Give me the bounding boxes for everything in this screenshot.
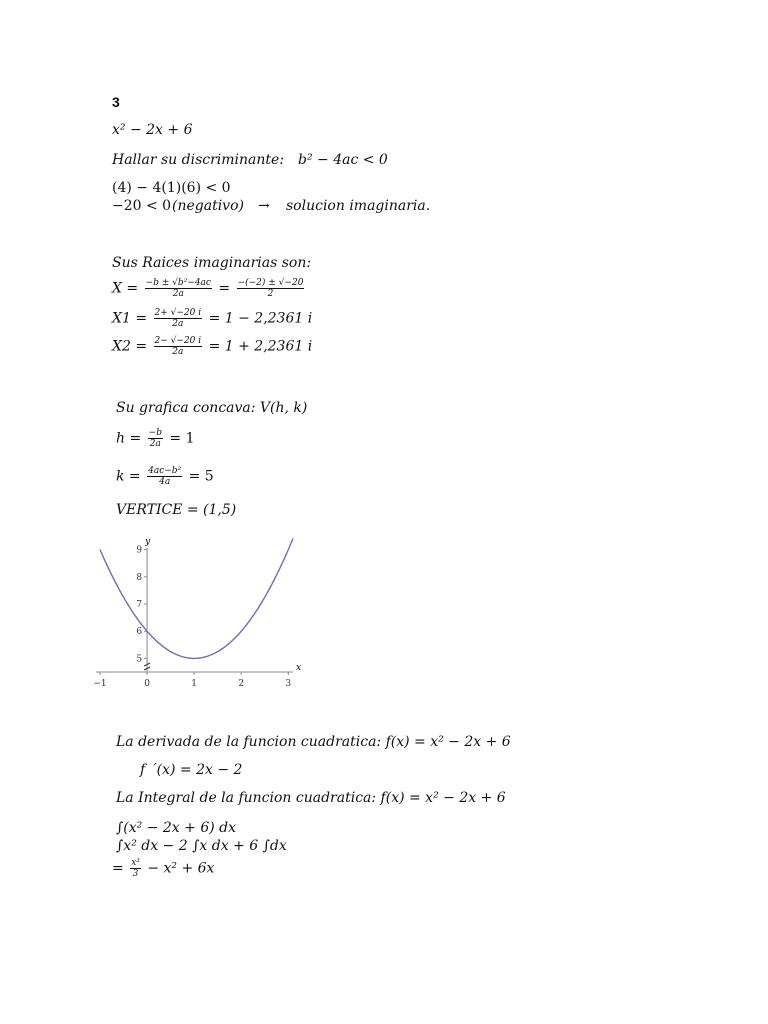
x-tick-label: 2 <box>238 679 245 689</box>
y-axis-label: y <box>145 537 151 547</box>
root-x2 <box>112 336 312 357</box>
y-tick-label: 6 <box>136 627 143 638</box>
roots-heading: Sus Raices imaginarias son: <box>112 255 312 271</box>
root-x2-value: = 1 + 2,2361 i <box>208 338 313 355</box>
roots-x-lhs: X = <box>112 280 139 297</box>
discriminant-note: (negativo) <box>172 198 244 214</box>
arrow-icon: → <box>258 198 270 214</box>
vertex-k-den: 4a <box>159 477 171 487</box>
x-axis-label: x <box>296 663 302 673</box>
x-tick-label: 0 <box>144 679 150 689</box>
vertex-k <box>116 466 214 487</box>
vertice: VERTICE = (1,5) <box>116 502 237 518</box>
vertex-h-lhs: h = <box>116 430 142 447</box>
problem-number: 3 <box>112 94 120 110</box>
root-x1-value: = 1 − 2,2361 i <box>208 310 313 327</box>
roots-x-eq: = <box>218 280 231 297</box>
y-tick-label: 8 <box>136 572 143 583</box>
integral-line3-eq: = <box>112 860 124 877</box>
discriminant-conclusion: solucion imaginaria. <box>286 198 431 214</box>
root-x2-lhs: X2 = <box>112 338 148 355</box>
chart-axes <box>96 545 293 672</box>
integral-heading: La Integral de la funcion cuadratica: f(x) = x² − 2x + 6 <box>116 790 506 806</box>
vertex-k-lhs: k = <box>116 468 141 485</box>
roots-frac2-den: 2 <box>267 289 274 299</box>
vertex-h-den: 2a <box>149 439 161 449</box>
x-tick-label: −1 <box>93 679 107 689</box>
parabola-curve <box>100 538 293 658</box>
integral-line1: ∫(x² − 2x + 6) dx <box>116 820 237 836</box>
y-tick-label: 5 <box>136 654 143 665</box>
roots-frac1-den: 2a <box>172 289 184 299</box>
vertex-h <box>116 428 195 449</box>
root-x1-num: 2+ √−20 i <box>154 308 202 318</box>
discriminant-substitution: (4) − 4(1)(6) < 0 <box>112 180 231 196</box>
root-x1-den: 2a <box>172 319 184 329</box>
integral-line3-rest: − x² + 6x <box>147 860 215 877</box>
vertex-h-num: −b <box>148 428 162 438</box>
root-x2-num: 2− √−20 i <box>154 336 202 346</box>
integral-line3 <box>112 858 214 879</box>
x-tick-label: 3 <box>285 679 292 689</box>
vertex-h-value: = 1 <box>169 430 195 447</box>
discriminant-label: Hallar su discriminante: <box>112 152 285 168</box>
roots-frac1-num: −b ± √b²−4ac <box>145 278 211 288</box>
derivative-heading: La derivada de la funcion cuadratica: f(x) = x² − 2x + 6 <box>116 734 511 750</box>
root-x1-lhs: X1 = <box>112 310 148 327</box>
x-tick-label: 1 <box>191 679 198 689</box>
integral-line3-den: 3 <box>132 869 139 879</box>
discriminant-expr: b² − 4ac < 0 <box>298 152 388 168</box>
y-tick-label: 7 <box>136 600 143 610</box>
integral-line3-num: x³ <box>131 858 140 868</box>
vertex-k-value: = 5 <box>188 468 214 485</box>
discriminant-result: −20 < 0 <box>112 198 172 214</box>
integral-line2: ∫x² dx − 2 ∫x dx + 6 ∫dx <box>116 838 287 854</box>
chart-ticks <box>93 546 291 689</box>
vertex-heading: Su grafica concava: V(h, k) <box>116 400 308 416</box>
parabola-chart <box>88 532 308 692</box>
vertex-k-num: 4ac−b² <box>148 466 182 476</box>
roots-frac2-num: −(−2) ± √−20 <box>237 278 304 288</box>
root-x1 <box>112 308 312 329</box>
roots-formula <box>112 278 306 299</box>
y-tick-label: 9 <box>136 545 143 556</box>
polynomial: x² − 2x + 6 <box>112 122 193 138</box>
root-x2-den: 2a <box>172 347 184 357</box>
derivative-result: f ´(x) = 2x − 2 <box>140 762 243 778</box>
